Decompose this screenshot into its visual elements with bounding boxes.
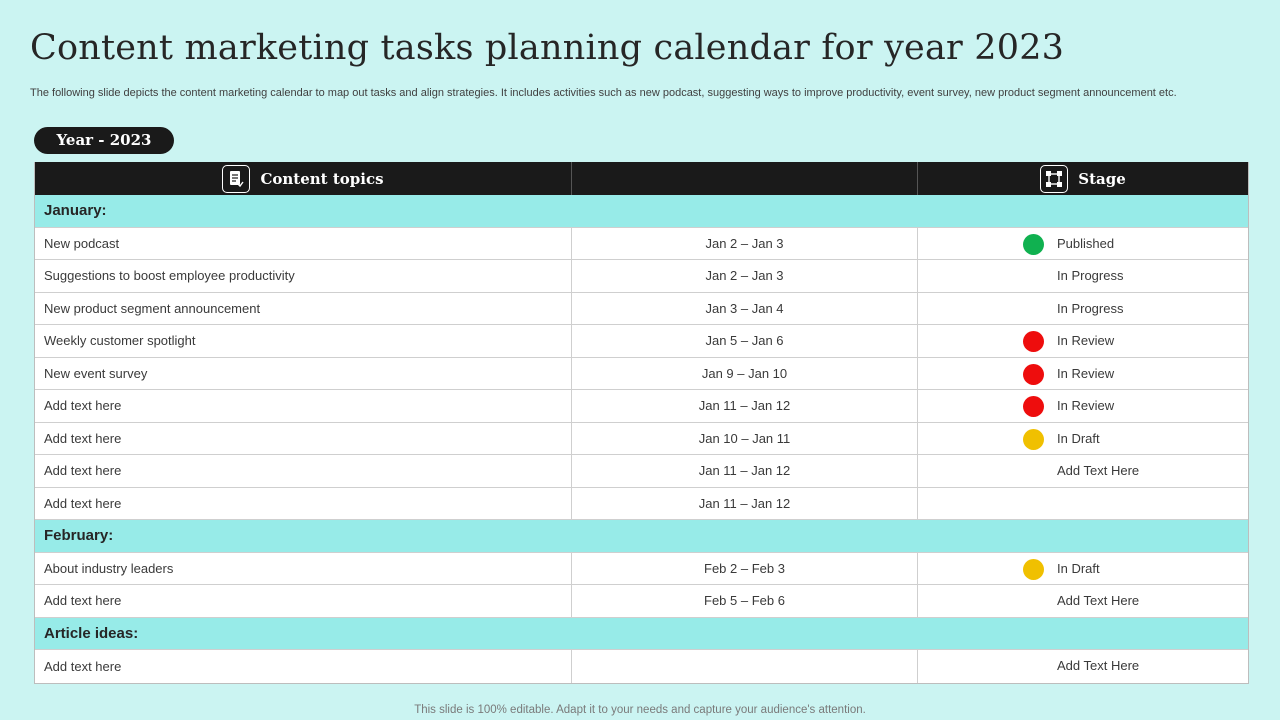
frame-nodes-icon — [1040, 165, 1068, 193]
topic-cell: New podcast — [35, 228, 572, 260]
stage-label: Add Text Here — [1057, 593, 1140, 608]
section-row — [35, 618, 1248, 651]
status-dot-published — [1023, 234, 1044, 255]
date-cell: Jan 5 – Jan 6 — [572, 325, 918, 357]
date-cell: Jan 3 – Jan 4 — [572, 293, 918, 325]
date-cell: Jan 2 – Jan 3 — [572, 228, 918, 260]
status-dot-review — [1023, 331, 1044, 352]
header-stage — [918, 162, 1248, 195]
header-topics — [35, 162, 572, 195]
topic-cell: Add text here — [35, 585, 572, 617]
section-label: Article ideas: — [44, 624, 139, 642]
stage-label: In Progress — [1057, 268, 1124, 283]
stage-label: In Draft — [1057, 430, 1100, 446]
date-cell: Jan 10 – Jan 11 — [572, 423, 918, 455]
page-title: Content marketing tasks planning calendar for year 2023 — [30, 28, 1065, 68]
table-row — [35, 650, 1248, 683]
header-topics-label: Content topics — [260, 169, 384, 188]
footer-note: This slide is 100% editable. Adapt it to your needs and capture your audience's attention. — [414, 704, 866, 716]
stage-cell — [918, 455, 1248, 487]
table-row — [35, 260, 1248, 293]
topic-cell: Add text here — [35, 423, 572, 455]
stage-cell — [918, 650, 1248, 683]
table-row — [35, 358, 1248, 391]
section-row — [35, 520, 1248, 553]
table-row — [35, 293, 1248, 326]
date-cell: Jan 11 – Jan 12 — [572, 455, 918, 487]
year-badge: Year - 2023 — [34, 127, 174, 154]
date-cell: Jan 2 – Jan 3 — [572, 260, 918, 292]
topic-cell: New product segment announcement — [35, 293, 572, 325]
page-subtitle: The following slide depicts the content marketing calendar to map out tasks and align strategies. It includes activities such as new podcast, suggesting ways to improve productivity, event survey, new product segment announcement etc. — [30, 87, 1177, 99]
table-body — [35, 195, 1248, 683]
stage-cell — [918, 228, 1248, 260]
status-dot-draft — [1023, 429, 1044, 450]
topic-cell: Weekly customer spotlight — [35, 325, 572, 357]
table-row — [35, 455, 1248, 488]
status-dot-review — [1023, 396, 1044, 417]
table-row — [35, 553, 1248, 586]
topic-cell: About industry leaders — [35, 553, 572, 585]
table-row — [35, 390, 1248, 423]
stage-label: In Review — [1057, 365, 1115, 381]
table-row — [35, 325, 1248, 358]
stage-label: Add Text Here — [1057, 658, 1140, 673]
stage-cell — [918, 260, 1248, 292]
topic-cell: Suggestions to boost employee productivity — [35, 260, 572, 292]
date-cell: Feb 5 – Feb 6 — [572, 585, 918, 617]
date-cell: Jan 11 – Jan 12 — [572, 488, 918, 520]
topic-cell: Add text here — [35, 390, 572, 422]
topic-cell: Add text here — [35, 650, 572, 683]
stage-cell — [918, 585, 1248, 617]
calendar-table — [34, 162, 1249, 684]
section-row — [35, 195, 1248, 228]
stage-cell — [918, 293, 1248, 325]
header-dates — [572, 162, 918, 195]
stage-cell — [918, 423, 1248, 455]
status-dot-review — [1023, 364, 1044, 385]
date-cell: Feb 2 – Feb 3 — [572, 553, 918, 585]
section-label: January: — [44, 202, 107, 220]
header-stage-label: Stage — [1078, 169, 1126, 188]
stage-label: In Draft — [1057, 560, 1100, 576]
stage-label: Published — [1057, 235, 1115, 251]
topic-cell: Add text here — [35, 455, 572, 487]
stage-label: In Progress — [1057, 300, 1124, 316]
table-row — [35, 423, 1248, 456]
stage-label: In Review — [1057, 333, 1115, 348]
date-cell: Jan 9 – Jan 10 — [572, 358, 918, 390]
stage-label: In Review — [1057, 398, 1115, 413]
stage-cell — [918, 488, 1248, 520]
table-row — [35, 488, 1248, 521]
date-cell — [572, 650, 918, 683]
section-label: February: — [44, 527, 114, 545]
topic-cell: New event survey — [35, 358, 572, 390]
table-row — [35, 228, 1248, 261]
table-row — [35, 585, 1248, 618]
table-header — [35, 162, 1248, 195]
status-dot-draft — [1023, 559, 1044, 580]
stage-cell — [918, 358, 1248, 390]
topic-cell: Add text here — [35, 488, 572, 520]
stage-cell — [918, 325, 1248, 357]
stage-label: Add Text Here — [1057, 463, 1140, 478]
stage-cell — [918, 390, 1248, 422]
document-check-icon — [222, 165, 250, 193]
date-cell: Jan 11 – Jan 12 — [572, 390, 918, 422]
stage-cell — [918, 553, 1248, 585]
